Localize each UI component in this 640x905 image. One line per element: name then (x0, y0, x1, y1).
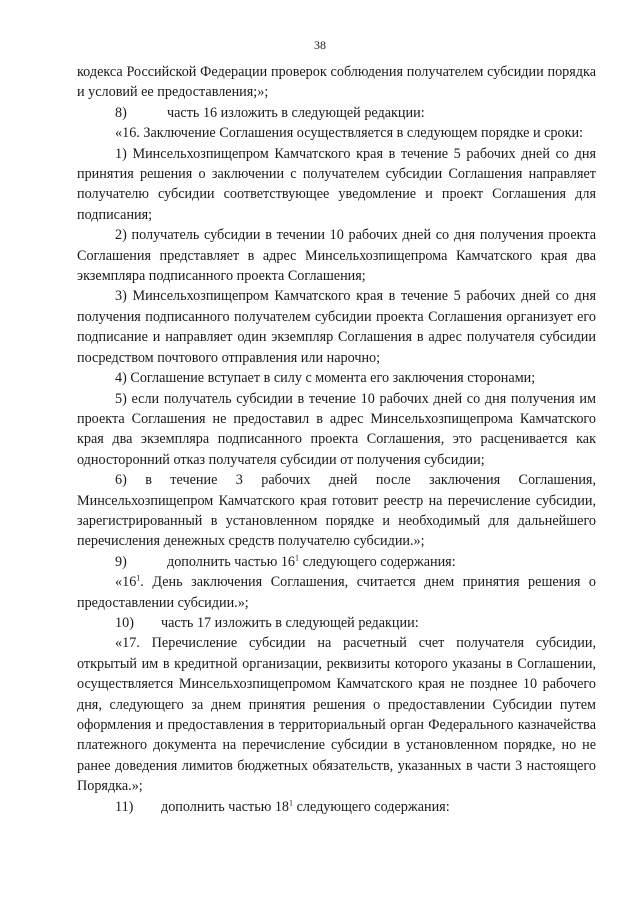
superscript: 1 (295, 553, 300, 563)
paragraph-continuation: кодекса Российской Федерации проверок соблюдения получателем субсидии порядка и условий ее предоставления;»; (77, 64, 596, 101)
list-item-9 (77, 552, 596, 572)
superscript: 1 (136, 573, 141, 583)
paragraph-16-2: 2) получатель субсидии в течении 10 рабочих дней со дня получения проекта Соглашения представляет в адрес Минсельхозпищепрома Камчатского края два экземпляра подписанного проекта Соглашения; (77, 227, 596, 285)
item-text-b: следующего содержания: (299, 553, 456, 570)
paragraph-16-3: 3) Минсельхозпищепром Камчатского края в течение 5 рабочих дней со дня получения подписанного получателем субсидии проекта Соглашения организует его подписание и направляет один экземпляр Соглашения в адрес получателя субсидии посредством почтового отправления или нарочно; (77, 288, 596, 366)
item-text-b: следующего содержания: (293, 798, 450, 815)
item-text (161, 797, 450, 817)
paragraph-16: «16. Заключение Соглашения осуществляется в следующем порядке и сроки: (115, 125, 584, 142)
item-number: 8) (115, 104, 127, 121)
para-text-b: . День заключения Соглашения, считается днем принятия решения о предоставлении субсидии.»; (77, 574, 596, 611)
paragraph-16-superscript (77, 572, 596, 613)
list-item-10 (77, 613, 596, 633)
item-text: часть 17 изложить в следующей редакции: (161, 614, 419, 631)
paragraph-17: «17. Перечисление субсидии на расчетный счет получателя субсидии, открытый им в кредитной организации, реквизиты которого указаны в Соглашении, осуществляется Минсельхозпищепромом Камчатского края не позднее 10 рабочего дня, следующего за днем принятия решения о предоставлении Субсидии путем оформления и предоставления в территориальный орган Федерального казначейства платежного документа на перечисление субсидии в установленном порядке, но не ранее доведения лимитов бюджетных обязательств, указанных в части 3 настоящего Порядка.»; (77, 635, 596, 795)
list-item-11 (77, 797, 596, 817)
item-text-a: дополнить частью 18 (161, 798, 290, 815)
item-number: 11) (115, 798, 134, 815)
paragraph-16-1: 1) Минсельхозпищепром Камчатского края в течение 5 рабочих дней со дня принятия решения о заключении с получателем субсидии Соглашения направляет получателю субсидии соответствующее уведомление и проект Соглашения для подписания; (77, 145, 596, 223)
paragraph-16-4: 4) Соглашение вступает в силу с момента его заключения сторонами; (115, 370, 536, 387)
superscript: 1 (289, 797, 294, 807)
item-text-a: дополнить частью 16 (167, 553, 296, 570)
list-item-8 (77, 103, 596, 123)
page-number: 38 (314, 38, 326, 52)
paragraph-16-6: 6) в течение 3 рабочих дней после заключения Соглашения, Минсельхозпищепром Камчатского края готовит реестр на перечисление субсидии, зарегистрированный в установленном порядке и необходимый для дальнейшего перечисления денежных средств получателю субсидии.»; (77, 472, 596, 550)
item-text: часть 16 изложить в следующей редакции: (167, 104, 425, 121)
para-text-a: «16 (115, 574, 137, 591)
item-text (167, 552, 456, 572)
item-number: 10) (115, 614, 134, 631)
paragraph-16-5: 5) если получатель субсидии в течение 10 рабочих дней со дня получения им проекта Соглашения не предоставил в адрес Минсельхозпищепрома Камчатского края два экземпляра подписанного проекта Соглашения, это расценивается как односторонний отказ получателя субсидии от получения субсидии; (77, 390, 596, 468)
item-number: 9) (115, 553, 127, 570)
